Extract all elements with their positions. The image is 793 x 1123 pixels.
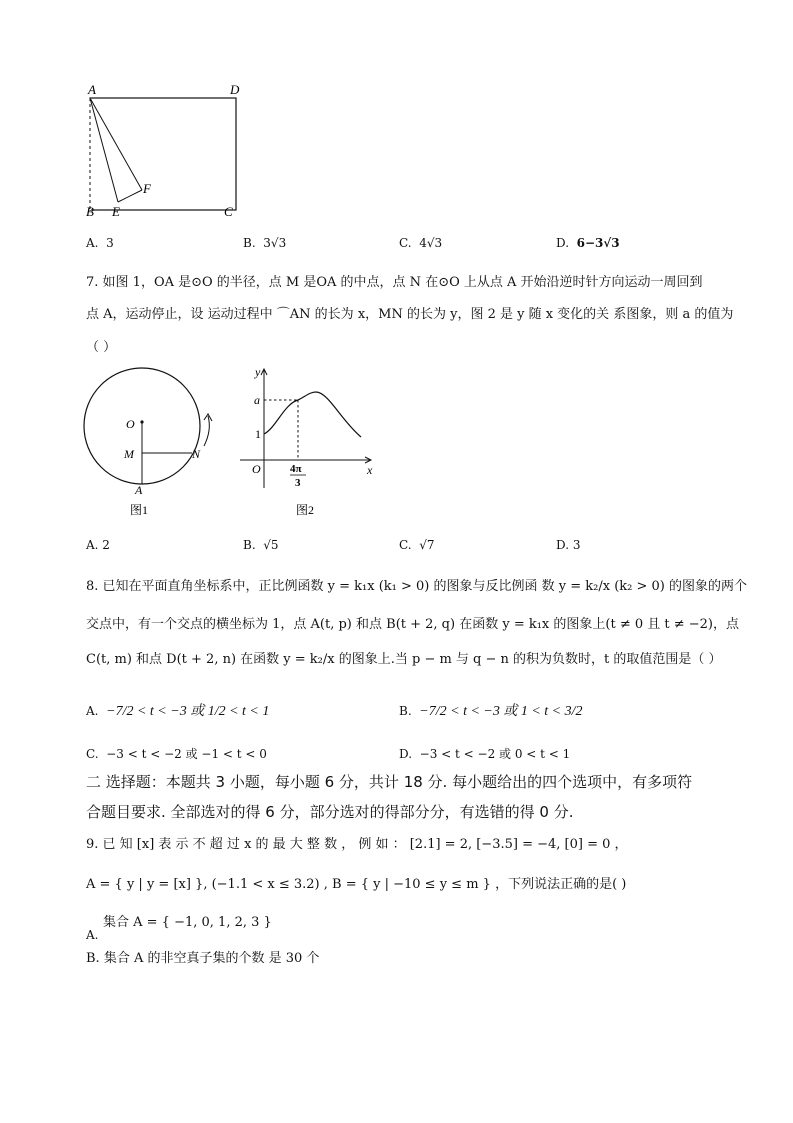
q8-option-b[interactable]: B. −7/2 < t < −3 或 1 < t < 3/2	[399, 704, 583, 719]
q6-option-a[interactable]: A. 3	[86, 236, 114, 250]
label-m: M	[124, 447, 134, 461]
figure-1-caption: 图1	[130, 503, 149, 517]
segment-ae	[90, 98, 118, 202]
section-2-line-1: 二 选择题：本题共 3 小题，每小题 6 分，共计 18 分. 每小题给出的四个选项中，有多项符	[86, 773, 693, 791]
rectangle-abcd	[90, 98, 236, 210]
label-x: x	[367, 463, 373, 477]
q7-option-b[interactable]: B. √5	[243, 538, 279, 552]
label-f: F	[143, 181, 151, 196]
label-n: N	[192, 447, 201, 461]
q9-line-2: A = { y | y = [x] }, (−1.1 < x ≤ 3.2) , B = { y | −10 ≤ y ≤ m } ，下列说法正确的是( )	[86, 877, 627, 892]
q6-option-b[interactable]: B. 3√3	[243, 236, 287, 250]
tick-numerator: 4π	[290, 463, 302, 475]
q9-option-a-label: A.	[86, 928, 99, 942]
curve	[264, 392, 361, 437]
segment-af	[90, 98, 142, 190]
label-o: O	[126, 417, 135, 431]
label-c: C	[224, 204, 233, 219]
section-2-line-2: 合题目要求. 全部选对的得 6 分，部分选对的得部分分，有选错的得 0 分.	[86, 803, 574, 821]
figure-2-caption: 图2	[296, 503, 315, 517]
label-a-level: a	[254, 393, 260, 407]
q9-option-a-value[interactable]: 集合 A = { −1, 0, 1, 2, 3 }	[103, 915, 272, 930]
q7-option-a[interactable]: A. 2	[86, 538, 110, 552]
label-one: 1	[255, 427, 261, 441]
label-a-circle: A	[135, 483, 143, 497]
q7-figure-2	[236, 362, 381, 522]
q7-option-d[interactable]: D. 3	[556, 538, 581, 552]
q8-option-a[interactable]: A. −7/2 < t < −3 或 1/2 < t < 1	[86, 704, 270, 719]
q6-option-c[interactable]: C. 4√3	[399, 236, 443, 250]
segment-ef	[118, 190, 142, 202]
q7-option-c[interactable]: C. √7	[399, 538, 435, 552]
label-origin: O	[252, 462, 261, 476]
q8-line-3: C(t, m) 和点 D(t + 2, n) 在函数 y = k₂/x 的图象上.当 p − m 与 q − n 的积为负数时，t 的取值范围是（ ）	[86, 652, 722, 667]
q7-line-2: 点 A，运动停止，设 运动过程中 ⌒AN 的长为 x，MN 的长为 y，图 2 是 y 随 x 变化的关 系图象，则 a 的值为	[86, 307, 734, 322]
label-e: E	[112, 204, 120, 219]
label-b: B	[86, 204, 94, 219]
label-a: A	[88, 82, 96, 97]
q8-line-1: 8. 已知在平面直角坐标系中，正比例函数 y = k₁x (k₁ > 0) 的图象与反比例函 数 y = k₂/x (k₂ > 0) 的图象的两个	[86, 579, 748, 594]
q7-figure-1	[80, 364, 225, 524]
q6-option-d[interactable]: D. 6−3√3	[556, 236, 620, 250]
rectangle-figure	[80, 80, 250, 220]
q9-line-1: 9. 已 知 [x] 表 示 不 超 过 x 的 最 大 整 数 ， 例 如 ： [2.1] = 2, [−3.5] = −4, [0] = 0 ，	[86, 837, 628, 852]
q8-line-2: 交点中，有一个交点的横坐标为 1，点 A(t, p) 和点 B(t + 2, q) 在函数 y = k₁x 的图象上(t ≠ 0 且 t ≠ −2)，点	[86, 617, 740, 632]
q8-option-d[interactable]: D. −3 < t < −2 或 0 < t < 1	[399, 747, 571, 761]
q9-option-b[interactable]: B. 集合 A 的非空真子集的个数 是 30 个	[86, 951, 320, 966]
q7-line-3: （ ）	[86, 340, 117, 355]
rotation-arrow-icon	[204, 416, 209, 446]
q7-line-1: 7. 如图 1，OA 是⊙O 的半径，点 M 是OA 的中点，点 N 在⊙O 上从点 A 开始沿逆时针方向运动一周回到	[86, 275, 703, 290]
label-d: D	[230, 82, 240, 97]
tick-denominator: 3	[295, 477, 301, 489]
q8-option-c[interactable]: C. −3 < t < −2 或 −1 < t < 0	[86, 747, 267, 761]
label-y: y	[255, 365, 261, 379]
